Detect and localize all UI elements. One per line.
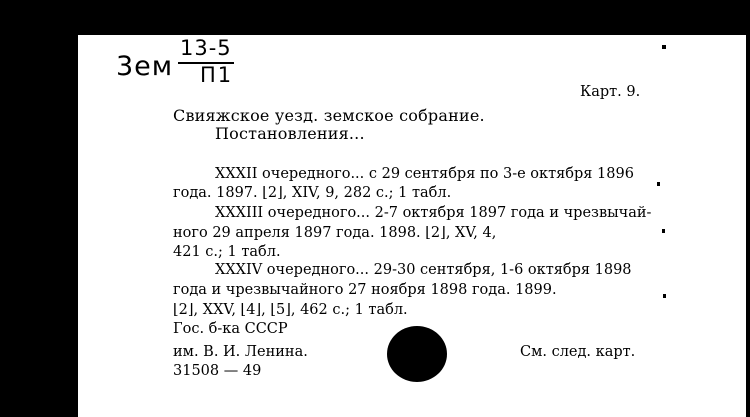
card-top-edge [78, 30, 746, 35]
ink-dot [663, 294, 666, 298]
body-line: ного 29 апреля 1897 года. 1898. ⌊2⌋, XV, 4, [173, 225, 497, 241]
handwritten-numerator: 13-5 [180, 36, 232, 60]
body-line: XXXIV очередного... 29-30 сентября, 1-6 октября 1898 [215, 262, 632, 278]
handwritten-denominator: П1 [200, 63, 234, 87]
handwritten-prefix: 3ем [116, 51, 174, 82]
card-number: Карт. 9. [580, 84, 641, 100]
catalog-card [78, 30, 746, 417]
ink-dot [662, 229, 665, 233]
title-line-1: Свияжское уезд. земское собрание. [173, 106, 485, 125]
ink-dot [657, 182, 660, 186]
library-code: 31508 — 49 [173, 363, 262, 379]
body-line: XXXII очередного... с 29 сентября по 3-е октября 1896 [215, 166, 634, 182]
library-line-2: им. В. И. Ленина. [173, 344, 308, 360]
title-line-2: Постановления... [215, 124, 365, 143]
body-line: ⌊2⌋, XXV, ⌊4⌋, ⌊5⌋, 462 с.; 1 табл. [173, 302, 408, 318]
body-line: года и чрезвычайного 27 ноября 1898 года. 1899. [173, 282, 557, 298]
library-line-1: Гос. б-ка СССР [173, 321, 288, 337]
punch-hole [387, 326, 447, 382]
body-line: 421 с.; 1 табл. [173, 244, 281, 260]
ink-dot [662, 45, 666, 49]
see-next-card: См. след. карт. [520, 344, 636, 360]
body-line: XXXIII очередного... 2-7 октября 1897 года и чрезвычай- [215, 205, 652, 221]
body-line: года. 1897. ⌊2⌋, XIV, 9, 282 с.; 1 табл. [173, 185, 452, 201]
